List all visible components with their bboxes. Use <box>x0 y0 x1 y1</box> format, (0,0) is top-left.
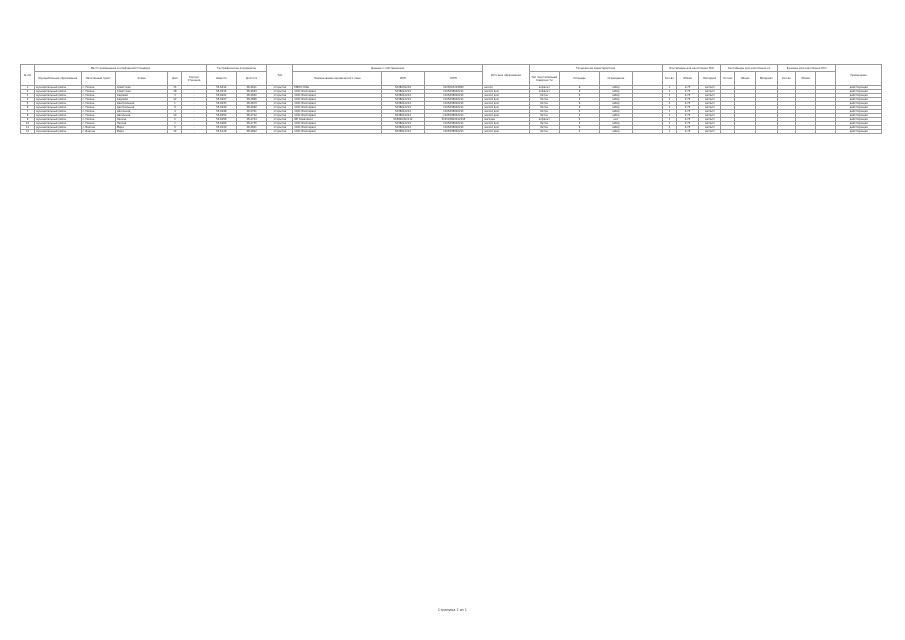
cell-lat: 55.6064 <box>206 122 236 126</box>
cell-note: действующая <box>836 122 882 126</box>
cell-empty <box>735 130 755 134</box>
col-vol2: Объем <box>735 72 755 86</box>
cell-fence: забор <box>600 90 632 94</box>
cell-source: жилой дом <box>483 90 529 94</box>
cell-cover: бетон <box>529 122 559 126</box>
cell-mat: металл <box>699 122 721 126</box>
cell-owner: ООО Жилсервис <box>293 98 382 102</box>
cell-street: Мира <box>115 130 167 134</box>
cell-district: муниципальный район <box>35 114 81 118</box>
cell-source: магазин <box>483 118 529 122</box>
col-source: Источник образования <box>483 65 529 86</box>
cell-corp: - <box>182 130 206 134</box>
cell-mat: металл <box>699 106 721 110</box>
cell-fence: забор <box>600 106 632 110</box>
cell-corp: - <box>182 98 206 102</box>
cell-street: Мира <box>115 126 167 130</box>
cell-lat: 55.6040 <box>206 106 236 110</box>
cell-inn: 5038012214 <box>382 98 424 102</box>
cell-area: 2 <box>559 118 599 122</box>
cell-no: 12 <box>21 130 35 134</box>
cell-locality: с. Нижне <box>81 102 115 106</box>
cell-fence: забор <box>600 110 632 114</box>
cell-district: муниципальный район <box>35 98 81 102</box>
cell-cnt: 2 <box>662 102 676 106</box>
cell-area: 4 <box>559 130 599 134</box>
cell-mat: металл <box>699 94 721 98</box>
cell-owner: ООО Жилсервис <box>293 126 382 130</box>
cell-area: 6 <box>559 86 599 90</box>
cell-note: действующая <box>836 86 882 90</box>
cell-vol: 0.75 <box>676 118 698 122</box>
cell-locality: с. Верхне <box>81 126 115 130</box>
cell-no: 2 <box>21 90 35 94</box>
cell-empty <box>632 130 662 134</box>
group-coords: Географические координаты <box>206 65 267 72</box>
cell-locality: с. Нижне <box>81 90 115 94</box>
cell-note: действующая <box>836 106 882 110</box>
cell-type: открытая <box>267 106 293 110</box>
cell-cover: бетон <box>529 114 559 118</box>
cell-cover: бетон <box>529 126 559 130</box>
cell-empty <box>755 130 777 134</box>
cell-inn: 5038012214 <box>382 126 424 130</box>
cell-cnt: 1 <box>662 130 676 134</box>
cell-locality: с. Верхне <box>81 130 115 134</box>
registry-table <box>20 64 882 134</box>
cell-note: действующая <box>836 130 882 134</box>
cell-inn: 5038012214 <box>382 94 424 98</box>
table-body <box>21 86 882 134</box>
cell-house: 5 <box>168 126 182 130</box>
cell-note: действующая <box>836 102 882 106</box>
cell-house: 18 <box>168 90 182 94</box>
registry-sheet <box>20 64 882 134</box>
cell-corp: - <box>182 90 206 94</box>
cell-street: Школьная <box>115 114 167 118</box>
cell-note: действующая <box>836 90 882 94</box>
col-tech-extra <box>632 72 662 86</box>
cell-empty <box>796 130 816 134</box>
cell-mat: металл <box>699 98 721 102</box>
cell-area: 4 <box>559 114 599 118</box>
cell-locality: с. Нижне <box>81 86 115 90</box>
col-cover: Тип подстилающей поверхности <box>529 72 559 86</box>
cell-street: Советская <box>115 90 167 94</box>
cell-source: жилой дом <box>483 130 529 134</box>
cell-vol: 0.75 <box>676 110 698 114</box>
cell-area: 6 <box>559 126 599 130</box>
cell-fence: забор <box>600 94 632 98</box>
cell-type: открытая <box>267 126 293 130</box>
cell-corp: - <box>182 102 206 106</box>
cell-street: Советская <box>115 86 167 90</box>
cell-mat: металл <box>699 118 721 122</box>
cell-cnt: 1 <box>662 110 676 114</box>
cell-district: муниципальный район <box>35 106 81 110</box>
cell-cnt: 1 <box>662 118 676 122</box>
col-owner: Наименование юридического лица <box>293 72 382 86</box>
cell-empty <box>721 130 735 134</box>
cell-empty <box>777 130 795 134</box>
cell-source: школа <box>483 86 529 90</box>
cell-no: 10 <box>21 122 35 126</box>
cell-source: жилой дом <box>483 102 529 106</box>
cell-street: Центральная <box>115 106 167 110</box>
cell-owner: ООО Жилсервис <box>293 110 382 114</box>
cell-fence: забор <box>600 102 632 106</box>
cell-fence: забор <box>600 130 632 134</box>
cell-ogrn: 1105038002211 <box>424 90 483 94</box>
cell-ogrn: 1105038002211 <box>424 102 483 106</box>
cell-house: 12 <box>168 98 182 102</box>
cell-fence: забор <box>600 114 632 118</box>
cell-house: 15 <box>168 86 182 90</box>
col-vol: Объем <box>676 72 698 86</box>
group-ko: Контейнеры для накопления ко <box>721 65 778 72</box>
col-mat3 <box>816 72 836 86</box>
cell-locality: с. Нижне <box>81 122 115 126</box>
cell-no: 5 <box>21 102 35 106</box>
cell-street: Школьная <box>115 110 167 114</box>
cell-house: 9 <box>168 106 182 110</box>
cell-type: открытая <box>267 130 293 134</box>
cell-source: жилой дом <box>483 106 529 110</box>
cell-ogrn: 1025003219852 <box>424 86 483 90</box>
cell-mat: металл <box>699 102 721 106</box>
page-number: Страница 1 из 1 <box>438 608 467 612</box>
cell-fence: нет <box>600 118 632 122</box>
cell-vol: 0.75 <box>676 126 698 130</box>
cell-owner: ООО Жилсервис <box>293 122 382 126</box>
cell-vol: 0.75 <box>676 94 698 98</box>
cell-fence: забор <box>600 98 632 102</box>
cell-cover: асфальт <box>529 86 559 90</box>
cell-cover: бетон <box>529 106 559 110</box>
cell-lon: 38.4735 <box>236 122 266 126</box>
cell-district: муниципальный район <box>35 126 81 130</box>
cell-corp: - <box>182 114 206 118</box>
cell-no: 11 <box>21 126 35 130</box>
cell-ogrn: 1105038002211 <box>424 106 483 110</box>
cell-source: жилой дом <box>483 98 529 102</box>
cell-note: действующая <box>836 94 882 98</box>
group-kgo: Бункеры для накопления КГО <box>777 65 836 72</box>
cell-type: открытая <box>267 90 293 94</box>
cell-no: 7 <box>21 110 35 114</box>
cell-no: 1 <box>21 86 35 90</box>
cell-house: 3 <box>168 94 182 98</box>
cell-source: жилой дом <box>483 114 529 118</box>
cell-house: 4 <box>168 110 182 114</box>
cell-ogrn: 1105038002211 <box>424 122 483 126</box>
col-mat2: Материал <box>755 72 777 86</box>
cell-house: 7 <box>168 122 182 126</box>
cell-cover: асфальт <box>529 90 559 94</box>
cell-no: 6 <box>21 106 35 110</box>
cell-owner: ООО Жилсервис <box>293 106 382 110</box>
cell-locality: с. Нижне <box>81 106 115 110</box>
cell-district: муниципальный район <box>35 122 81 126</box>
cell-area: 6 <box>559 102 599 106</box>
cell-cover: бетон <box>529 98 559 102</box>
cell-inn: 5038012214 <box>382 102 424 106</box>
group-tech: Технические характеристики <box>529 65 662 72</box>
cell-ogrn: 1105038002211 <box>424 126 483 130</box>
cell-inn: 5038012214 <box>382 110 424 114</box>
cell-street: Садовая <box>115 98 167 102</box>
cell-area: 4 <box>559 110 599 114</box>
cell-fence: забор <box>600 86 632 90</box>
cell-owner: ООО Жилсервис <box>293 114 382 118</box>
col-street: Улица <box>115 72 167 86</box>
cell-lon: 38.4690 <box>236 106 266 110</box>
cell-lon: 38.4712 <box>236 114 266 118</box>
col-cnt2: Кол-во <box>721 72 735 86</box>
cell-lon: 38.4822 <box>236 130 266 134</box>
col-district: Муниципальное образование <box>35 72 81 86</box>
cell-note: действующая <box>836 118 882 122</box>
cell-cover: бетон <box>529 94 559 98</box>
cell-corp: - <box>182 126 206 130</box>
col-lon: Долгота <box>236 72 266 86</box>
cell-type: открытая <box>267 118 293 122</box>
cell-lat: 55.6012 <box>206 86 236 90</box>
cell-cover: бетон <box>529 130 559 134</box>
cell-type: открытая <box>267 114 293 118</box>
cell-owner: ООО Жилсервис <box>293 130 382 134</box>
cell-no: 9 <box>21 118 35 122</box>
cell-note: действующая <box>836 98 882 102</box>
cell-fence: забор <box>600 126 632 130</box>
cell-type: открытая <box>267 94 293 98</box>
cell-district: муниципальный район <box>35 86 81 90</box>
col-fence: Ограждение <box>600 72 632 86</box>
cell-vol: 0.75 <box>676 114 698 118</box>
table-row <box>21 130 882 134</box>
cell-cnt: 1 <box>662 86 676 90</box>
cell-lat: 55.6027 <box>206 98 236 102</box>
cell-type: открытая <box>267 122 293 126</box>
cell-cnt: 1 <box>662 94 676 98</box>
cell-area: 6 <box>559 106 599 110</box>
cell-vol: 0.75 <box>676 86 698 90</box>
cell-type: открытая <box>267 86 293 90</box>
cell-cnt: 1 <box>662 114 676 118</box>
cell-cover: бетон <box>529 110 559 114</box>
cell-inn: 5038001234 <box>382 86 424 90</box>
cell-owner: ИП Коваленко <box>293 118 382 122</box>
cell-type: открытая <box>267 98 293 102</box>
cell-inn: 5038012214 <box>382 106 424 110</box>
cell-owner: ООО Жилсервис <box>293 102 382 106</box>
col-lat: Широта <box>206 72 236 86</box>
cell-note: действующая <box>836 114 882 118</box>
cell-corp: - <box>182 110 206 114</box>
cell-mat: металл <box>699 114 721 118</box>
cell-street: Центральная <box>115 102 167 106</box>
cell-ogrn: 1105038002211 <box>424 94 483 98</box>
cell-fence: забор <box>600 122 632 126</box>
cell-type: открытая <box>267 110 293 114</box>
cell-cnt: 2 <box>662 126 676 130</box>
cell-mat: металл <box>699 110 721 114</box>
cell-empty <box>816 130 836 134</box>
cell-ogrn: 1105038002211 <box>424 110 483 114</box>
cell-inn: 5038012214 <box>382 122 424 126</box>
cell-lat: 55.6015 <box>206 90 236 94</box>
cell-lat: 55.6046 <box>206 110 236 114</box>
cell-district: муниципальный район <box>35 102 81 106</box>
cell-owner: МБОУ СОШ <box>293 86 382 90</box>
cell-inn: 5038012214 <box>382 90 424 94</box>
cell-lon: 38.4811 <box>236 126 266 130</box>
cell-vol: 0.75 <box>676 106 698 110</box>
group-tko: Контейнеры для накопления ТКО <box>662 65 721 72</box>
cell-house: 2 <box>168 118 182 122</box>
cell-district: муниципальный район <box>35 118 81 122</box>
cell-district: муниципальный район <box>35 90 81 94</box>
cell-lat: 55.6052 <box>206 114 236 118</box>
col-inn: ИНН <box>382 72 424 86</box>
cell-no: 4 <box>21 98 35 102</box>
cell-locality: с. Нижне <box>81 114 115 118</box>
col-area: Площадь <box>559 72 599 86</box>
cell-corp: - <box>182 118 206 122</box>
cell-street: Садовая <box>115 94 167 98</box>
cell-area: 4 <box>559 122 599 126</box>
cell-mat: металл <box>699 130 721 134</box>
cell-vol: 0.75 <box>676 102 698 106</box>
cell-locality: с. Нижне <box>81 98 115 102</box>
cell-lon: 38.4679 <box>236 102 266 106</box>
cell-mat: металл <box>699 90 721 94</box>
cell-cover: асфальт <box>529 118 559 122</box>
cell-no: 3 <box>21 94 35 98</box>
cell-cnt: 1 <box>662 98 676 102</box>
cell-locality: с. Нижне <box>81 118 115 122</box>
cell-ogrn: 315503800012345 <box>424 118 483 122</box>
cell-district: муниципальный район <box>35 94 81 98</box>
cell-lon: 38.4701 <box>236 110 266 114</box>
cell-lat: 55.6021 <box>206 94 236 98</box>
cell-cnt: 1 <box>662 106 676 110</box>
cell-house: 10 <box>168 114 182 118</box>
cell-note: действующая <box>836 126 882 130</box>
col-corp: Корпус/Строение <box>182 72 206 86</box>
col-cnt3: Кол-во <box>777 72 795 86</box>
cell-owner: ООО Жилсервис <box>293 90 382 94</box>
table-header <box>21 65 882 86</box>
cell-ogrn: 1105038002211 <box>424 114 483 118</box>
cell-lat: 55.6058 <box>206 118 236 122</box>
cell-corp: - <box>182 106 206 110</box>
cell-no: 8 <box>21 114 35 118</box>
col-type: Тип <box>267 65 293 86</box>
cell-vol: 0.75 <box>676 122 698 126</box>
cell-cover: бетон <box>529 102 559 106</box>
cell-vol: 0.75 <box>676 130 698 134</box>
cell-cnt: 1 <box>662 122 676 126</box>
col-ogrn: ОГРН <box>424 72 483 86</box>
cell-ogrn: 1105038002211 <box>424 130 483 134</box>
cell-source: жилой дом <box>483 94 529 98</box>
cell-district: муниципальный район <box>35 110 81 114</box>
cell-inn: 5038012214 <box>382 114 424 118</box>
cell-lon: 38.4652 <box>236 94 266 98</box>
cell-note: действующая <box>836 110 882 114</box>
cell-corp: - <box>182 86 206 90</box>
cell-area: 4 <box>559 94 599 98</box>
col-no: № п/п <box>21 65 35 86</box>
col-mat: Материал <box>699 72 721 86</box>
cell-corp: - <box>182 122 206 126</box>
cell-area: 4 <box>559 98 599 102</box>
cell-lon: 38.4621 <box>236 86 266 90</box>
col-vol3: Объем <box>796 72 816 86</box>
cell-street: Лесная <box>115 122 167 126</box>
col-cnt: Кол-во <box>662 72 676 86</box>
cell-district: муниципальный район <box>35 130 81 134</box>
cell-vol: 0.75 <box>676 98 698 102</box>
cell-lon: 38.4668 <box>236 98 266 102</box>
group-owner: Данные о собственниках <box>293 65 483 72</box>
cell-owner: ООО Жилсервис <box>293 94 382 98</box>
cell-lon: 38.4724 <box>236 118 266 122</box>
col-locality: Населенный пункт <box>81 72 115 86</box>
cell-lat: 55.6120 <box>206 126 236 130</box>
cell-lat: 55.6033 <box>206 102 236 106</box>
group-place: Место размещения контейнерной площадки <box>35 65 207 72</box>
cell-inn: 503800452112 <box>382 118 424 122</box>
cell-lat: 55.6126 <box>206 130 236 134</box>
cell-mat: металл <box>699 126 721 130</box>
cell-inn: 5038012214 <box>382 130 424 134</box>
cell-locality: с. Нижне <box>81 94 115 98</box>
cell-area: 6 <box>559 90 599 94</box>
cell-mat: металл <box>699 86 721 90</box>
cell-cnt: 1 <box>662 90 676 94</box>
cell-locality: с. Нижне <box>81 110 115 114</box>
cell-vol: 0.75 <box>676 90 698 94</box>
cell-source: жилой дом <box>483 126 529 130</box>
cell-house: 1 <box>168 102 182 106</box>
cell-corp: - <box>182 94 206 98</box>
cell-source: жилой дом <box>483 122 529 126</box>
cell-ogrn: 1105038002211 <box>424 98 483 102</box>
cell-source: жилой дом <box>483 110 529 114</box>
cell-type: открытая <box>267 102 293 106</box>
cell-street: Лесная <box>115 118 167 122</box>
col-note: Примечание <box>836 65 882 86</box>
col-house: Дом <box>168 72 182 86</box>
cell-house: 14 <box>168 130 182 134</box>
cell-lon: 38.4633 <box>236 90 266 94</box>
